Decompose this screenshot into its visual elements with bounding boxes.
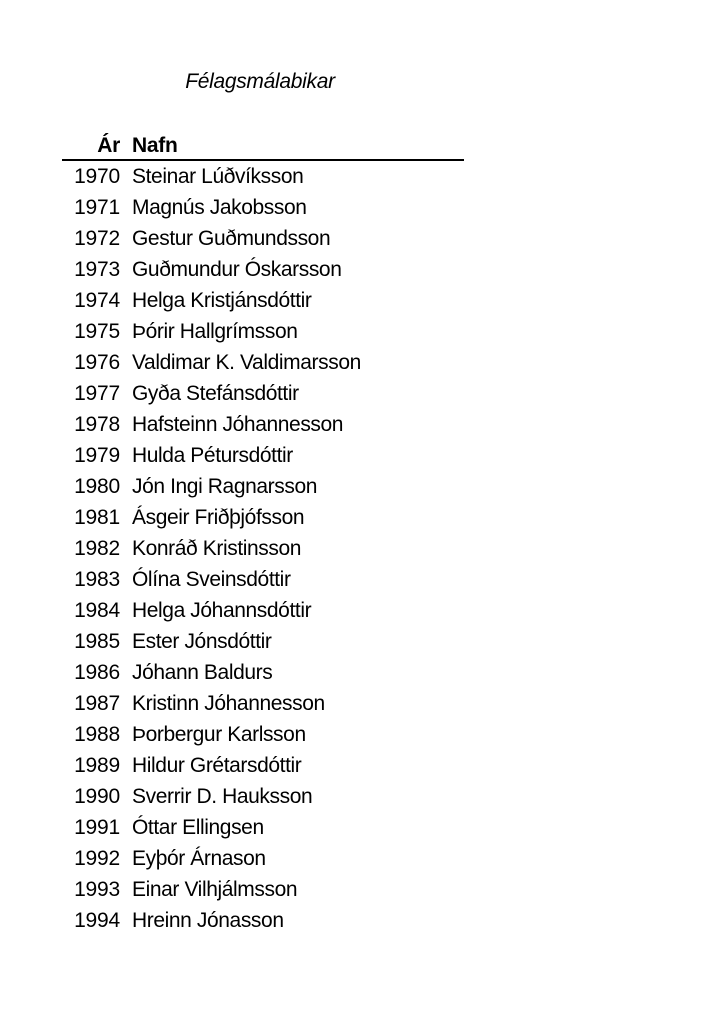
row-year: 1971 (74, 195, 120, 219)
table-row (62, 316, 464, 347)
table-row (62, 161, 464, 192)
row-year: 1973 (74, 257, 120, 281)
table-row (62, 347, 464, 378)
table-row (62, 440, 464, 471)
row-name: Helga Kristjánsdóttir (132, 288, 312, 312)
table-row (62, 719, 464, 750)
table-row (62, 409, 464, 440)
name-column-header: Nafn (132, 134, 178, 157)
row-year: 1990 (74, 784, 120, 808)
row-name: Hildur Grétarsdóttir (132, 753, 302, 777)
row-name: Valdimar K. Valdimarsson (132, 350, 361, 374)
award-table (62, 130, 464, 936)
row-name: Helga Jóhannsdóttir (132, 598, 312, 622)
row-year: 1974 (74, 288, 120, 312)
row-name: Þórir Hallgrímsson (132, 319, 298, 343)
table-row (62, 285, 464, 316)
row-year: 1980 (74, 474, 120, 498)
row-name: Eyþór Árnason (132, 846, 266, 870)
table-row (62, 688, 464, 719)
row-name: Guðmundur Óskarsson (132, 257, 342, 281)
table-row (62, 254, 464, 285)
row-name: Steinar Lúðvíksson (132, 164, 304, 188)
row-year: 1992 (74, 846, 120, 870)
table-row (62, 502, 464, 533)
table-row (62, 812, 464, 843)
table-row (62, 595, 464, 626)
page-title: Félagsmálabikar (185, 70, 335, 93)
row-name: Einar Vilhjálmsson (132, 877, 298, 901)
table-row (62, 471, 464, 502)
row-year: 1975 (74, 319, 120, 343)
row-name: Jón Ingi Ragnarsson (132, 474, 318, 498)
row-year: 1982 (74, 536, 120, 560)
row-year: 1977 (74, 381, 120, 405)
row-year: 1976 (74, 350, 120, 374)
table-row (62, 874, 464, 905)
table-body (62, 161, 464, 936)
row-year: 1983 (74, 567, 120, 591)
row-name: Óttar Ellingsen (132, 815, 264, 839)
row-year: 1991 (74, 815, 120, 839)
row-name: Jóhann Baldurs (132, 660, 273, 684)
row-year: 1987 (74, 691, 120, 715)
row-name: Þorbergur Karlsson (132, 722, 306, 746)
table-header (62, 130, 464, 161)
table-row (62, 564, 464, 595)
row-name: Sverrir D. Hauksson (132, 784, 313, 808)
row-year: 1970 (74, 164, 120, 188)
row-name: Gestur Guðmundsson (132, 226, 331, 250)
row-year: 1986 (74, 660, 120, 684)
table-row (62, 750, 464, 781)
table-row (62, 626, 464, 657)
row-year: 1978 (74, 412, 120, 436)
row-name: Hreinn Jónasson (132, 908, 284, 932)
row-name: Hulda Pétursdóttir (132, 443, 293, 467)
row-name: Konráð Kristinsson (132, 536, 302, 560)
row-year: 1972 (74, 226, 120, 250)
row-year: 1981 (74, 505, 120, 529)
table-row (62, 781, 464, 812)
row-year: 1988 (74, 722, 120, 746)
row-year: 1989 (74, 753, 120, 777)
row-name: Ólína Sveinsdóttir (132, 567, 291, 591)
row-name: Kristinn Jóhannesson (132, 691, 325, 715)
row-name: Hafsteinn Jóhannesson (132, 412, 344, 436)
table-row (62, 533, 464, 564)
row-name: Ásgeir Friðþjófsson (132, 505, 305, 529)
table-row (62, 843, 464, 874)
table-row (62, 378, 464, 409)
row-year: 1984 (74, 598, 120, 622)
row-year: 1979 (74, 443, 120, 467)
table-row (62, 905, 464, 936)
row-year: 1994 (74, 908, 120, 932)
table-row (62, 657, 464, 688)
row-name: Gyða Stefánsdóttir (132, 381, 299, 405)
row-year: 1985 (74, 629, 120, 653)
row-name: Magnús Jakobsson (132, 195, 307, 219)
table-row (62, 223, 464, 254)
year-column-header: Ár (97, 134, 120, 157)
table-row (62, 192, 464, 223)
row-year: 1993 (74, 877, 120, 901)
row-name: Ester Jónsdóttir (132, 629, 272, 653)
